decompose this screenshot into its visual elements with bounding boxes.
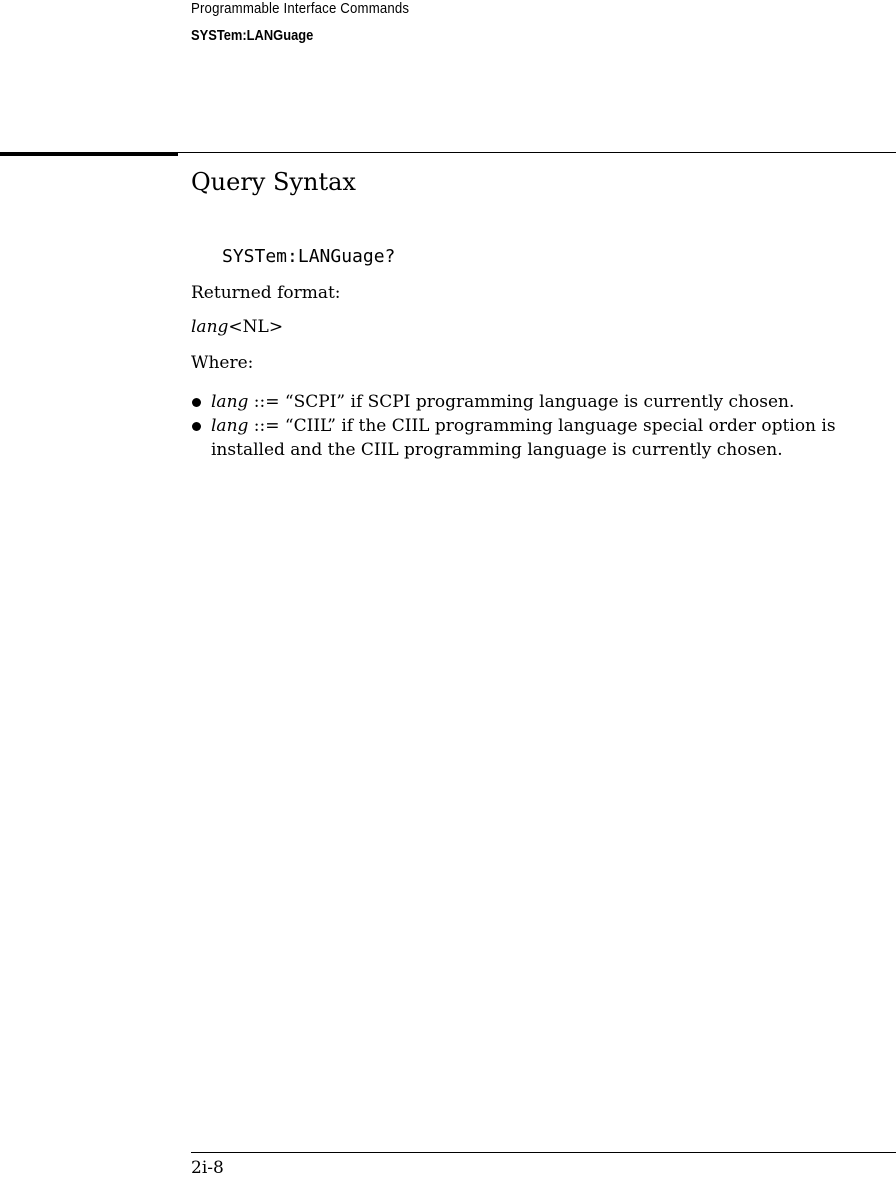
footer-rule bbox=[191, 1152, 896, 1153]
definition-list bbox=[191, 390, 881, 462]
definition-param: lang bbox=[211, 392, 249, 412]
returned-format-value bbox=[191, 317, 283, 337]
definition-text: ::= “CIIL” if the CIIL programming language special order option is installed and the CIIL programming language is currently chosen. bbox=[211, 416, 836, 460]
section-heading: Query Syntax bbox=[191, 168, 356, 196]
definition-text: ::= “SCPI” if SCPI programming language is currently chosen. bbox=[248, 392, 795, 412]
definition-param: lang bbox=[211, 416, 249, 436]
bullet-icon bbox=[192, 422, 201, 431]
page-number: 2i-8 bbox=[191, 1158, 224, 1178]
list-item bbox=[191, 414, 881, 462]
format-param: lang bbox=[191, 317, 229, 337]
running-header-command: SYSTem:LANGuage bbox=[191, 27, 314, 44]
where-label: Where: bbox=[191, 353, 254, 373]
format-suffix: <NL> bbox=[228, 317, 284, 337]
heading-rule-thick bbox=[0, 152, 178, 156]
running-header-section: Programmable Interface Commands bbox=[191, 0, 410, 17]
heading-rule-thin bbox=[178, 152, 896, 153]
bullet-icon bbox=[192, 398, 201, 407]
query-syntax-code: SYSTem:LANGuage? bbox=[222, 246, 396, 267]
list-item bbox=[191, 390, 881, 414]
returned-format-label: Returned format: bbox=[191, 283, 341, 303]
